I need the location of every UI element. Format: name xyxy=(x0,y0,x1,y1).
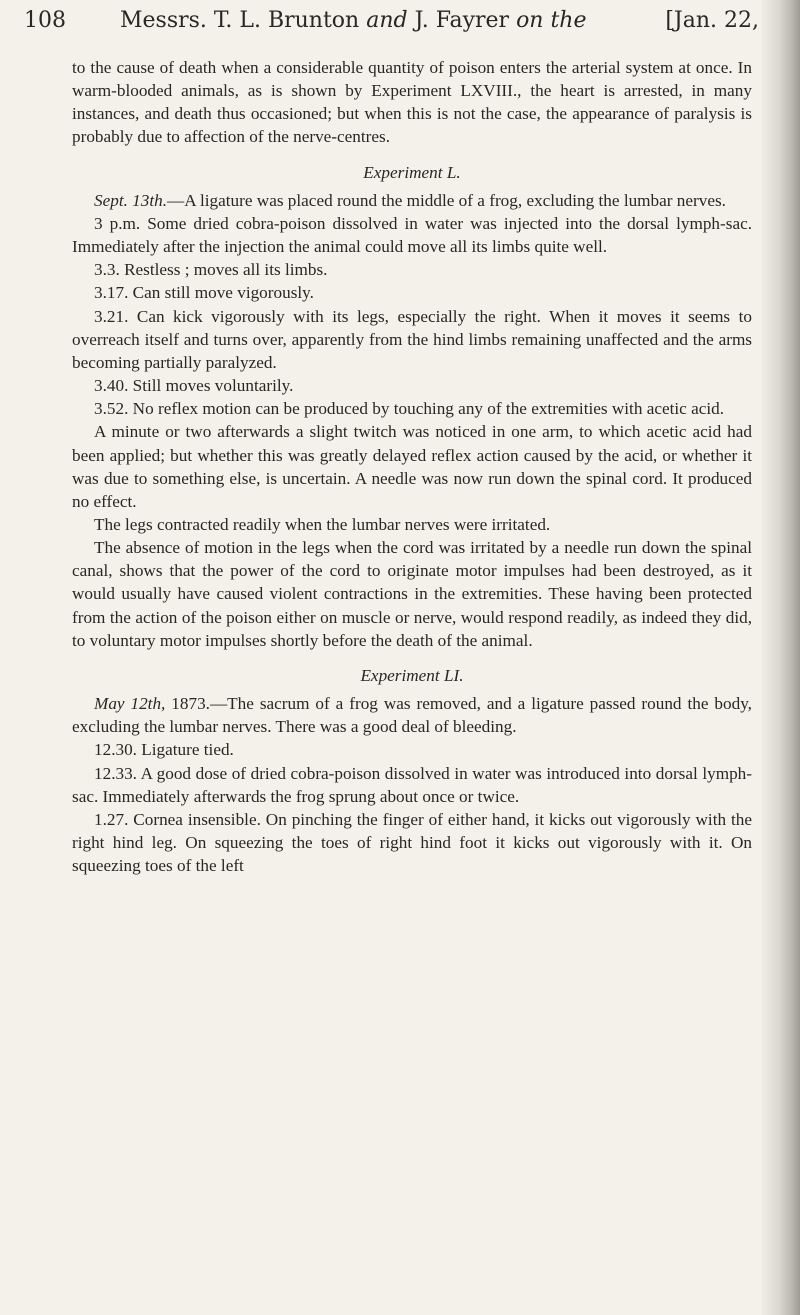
paragraph: Sept. 13th.—A ligature was placed round the middle of a frog, excluding the lumbar nerves. xyxy=(94,190,726,210)
page-spine-shadow xyxy=(762,0,800,1315)
paragraph: A minute or two afterwards a slight twitch was noticed in one arm, to which acetic acid had been applied; but whether this was greatly delayed reflex action caused by the acid, or whether it was due to something else, is uncertain. A needle was now run down the spinal cord. It produced no effect. xyxy=(72,422,752,511)
section-heading: Experiment LI. xyxy=(360,665,464,685)
paragraph: 3.3. Restless ; moves all its limbs. xyxy=(94,260,328,280)
paragraph: 3 p.m. Some dried cobra-poison dissolved in water was injected into the dorsal lymph-sac. Immediately after the injection the animal could move all its limbs quite well. xyxy=(72,213,752,257)
paragraph: 12.33. A good dose of dried cobra-poison dissolved in water was introduced into dorsal lymph-sac. Immediately afterwards the frog sprung about once or twice. xyxy=(72,763,752,806)
paragraph: 1.27. Cornea insensible. On pinching the finger of either hand, it kicks out vigorously with the right hind leg. On squeezing the toes of right hind foot it kicks out vigorously with it. On squeezing toes of the left xyxy=(72,809,752,876)
running-header xyxy=(24,8,759,42)
paragraph: 12.30. Ligature tied. xyxy=(94,740,234,760)
paragraph: The absence of motion in the legs when the cord was irritated by a needle run down the spinal canal, shows that the power of the cord to originate motor impulses had been destroyed, as it would usually have caused violent contractions in the extremities. These having been protected from the action of the poison either on muscle or nerve, would respond readily, as indeed they did, to voluntary motor impulses shortly before the death of the animal. xyxy=(72,538,752,650)
paragraph: 3.21. Can kick vigorously with its legs, especially the right. When it moves it seems to overreach itself and turns over, apparently from the hind limbs remaining unaffected and the arms becoming partially paralyzed. xyxy=(72,306,752,372)
paragraph: The legs contracted readily when the lumbar nerves were irritated. xyxy=(94,514,551,534)
page-number: 108 xyxy=(24,8,66,33)
running-title: Messrs. T. L. Brunton and J. Fayrer on the xyxy=(120,8,587,33)
paragraph: 3.17. Can still move vigorously. xyxy=(94,283,314,303)
paragraph: May 12th, 1873.—The sacrum of a frog was removed, and a ligature passed round the body, excluding the lumbar nerves. There was a good deal of bleeding. xyxy=(72,694,752,737)
paragraph: 3.40. Still moves voluntarily. xyxy=(94,376,294,396)
header-date: [Jan. 22, xyxy=(665,8,759,33)
paragraph: to the cause of death when a considerable quantity of poison enters the arterial system at once. In warm-blooded animals, as is shown by Experiment LXVIII., the heart is arrested, in many instances, and death thus occasioned; but when this is not the case, the appearance of paralysis is probably due to affection of the nerve-centres. xyxy=(72,58,752,147)
section-heading: Experiment L. xyxy=(363,162,461,182)
paragraph: 3.52. No reflex motion can be produced by touching any of the extremities with acetic acid. xyxy=(94,399,725,419)
body-text xyxy=(72,56,752,877)
